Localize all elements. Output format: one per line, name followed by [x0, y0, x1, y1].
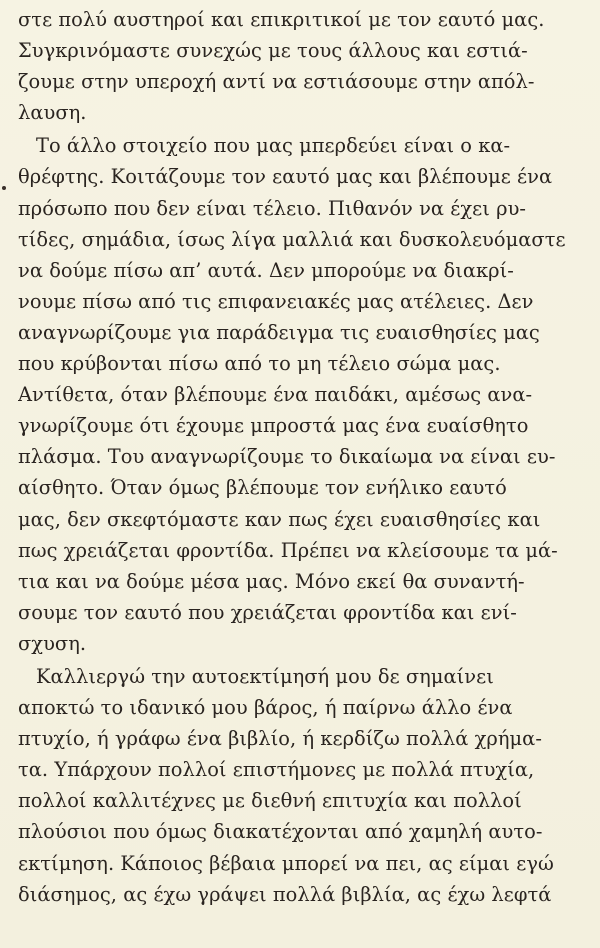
text-line: στε πολύ αυστηροί και επικριτικοί με τον εαυτό μας.: [18, 8, 545, 31]
text-line: εκτίμηση. Κάποιος βέβαια μπορεί να πει, ας είμαι εγώ: [18, 851, 554, 875]
body-text: [18, 4, 598, 910]
text-line: πως χρειάζεται φροντίδα. Πρέπει να κλείσουμε τα μά-: [18, 538, 558, 562]
text-line: που κρύβονται πίσω από το μη τέλειο σώμα μας.: [18, 352, 501, 376]
text-line: πλάσμα. Του αναγνωρίζουμε το δικαίωμα να είναι ευ-: [18, 445, 556, 469]
text-line: διάσημος, ας έχω γράψει πολλά βιβλία, ας έχω λεφτά: [18, 882, 552, 906]
text-line: τια και να δούμε μέσα μας. Μόνο εκεί θα συναντή-: [18, 569, 525, 593]
text-line: πτυχίο, ή γράφω ένα βιβλίο, ή κερδίζω πολλά χρήμα-: [18, 727, 542, 751]
text-line: τα. Υπάρχουν πολλοί επιστήμονες με πολλά πτυχία,: [18, 758, 535, 782]
text-line: Καλλιεργώ την αυτοεκτίμησή μου δε σημαίνει: [36, 664, 494, 688]
text-line: γνωρίζουμε ότι έχουμε μπροστά μας ένα ευαίσθητο: [18, 414, 529, 438]
text-line: λαυση.: [18, 101, 87, 125]
text-line: σχυση.: [18, 631, 87, 655]
print-speck: [2, 186, 6, 190]
text-line: αναγνωρίζουμε για παράδειγμα τις ευαισθησίες μας: [18, 320, 540, 344]
text-line: αποκτώ το ιδανικό μου βάρος, ή παίρνω άλλο ένα: [18, 696, 513, 720]
text-line: να δούμε πίσω απ’ αυτά. Δεν μπορούμε να διακρί-: [18, 258, 514, 282]
text-line: θρέφτης. Κοιτάζουμε τον εαυτό μας και βλέπουμε ένα: [18, 165, 553, 189]
text-line: τίδες, σημάδια, ίσως λίγα μαλλιά και δυσκολευόμαστε: [18, 227, 566, 251]
text-line: μας, δεν σκεφτόμαστε καν πως έχει ευαισθησίες και: [18, 507, 541, 531]
text-line: νουμε πίσω από τις επιφανειακές μας ατέλειες. Δεν: [18, 289, 534, 313]
text-line: Το άλλο στοιχείο που μας μπερδεύει είναι ο κα-: [36, 134, 511, 158]
text-line: ζουμε στην υπεροχή αντί να εστιάσουμε στην απόλ-: [18, 70, 535, 94]
text-line: Συγκρινόμαστε συνεχώς με τους άλλους και εστιά-: [18, 39, 528, 63]
text-line: πρόσωπο που δεν είναι τέλειο. Πιθανόν να έχει ρυ-: [18, 196, 527, 220]
text-line: Αντίθετα, όταν βλέπουμε ένα παιδάκι, αμέσως ανα-: [18, 383, 533, 407]
text-line: αίσθητο. Όταν όμως βλέπουμε τον ενήλικο εαυτό: [18, 476, 507, 500]
text-line: σουμε τον εαυτό που χρειάζεται φροντίδα και ενί-: [18, 600, 517, 624]
text-line: πλούσιοι που όμως διακατέχονται από χαμηλή αυτο-: [18, 820, 543, 844]
text-line: πολλοί καλλιτέχνες με διεθνή επιτυχία και πολλοί: [18, 789, 522, 813]
